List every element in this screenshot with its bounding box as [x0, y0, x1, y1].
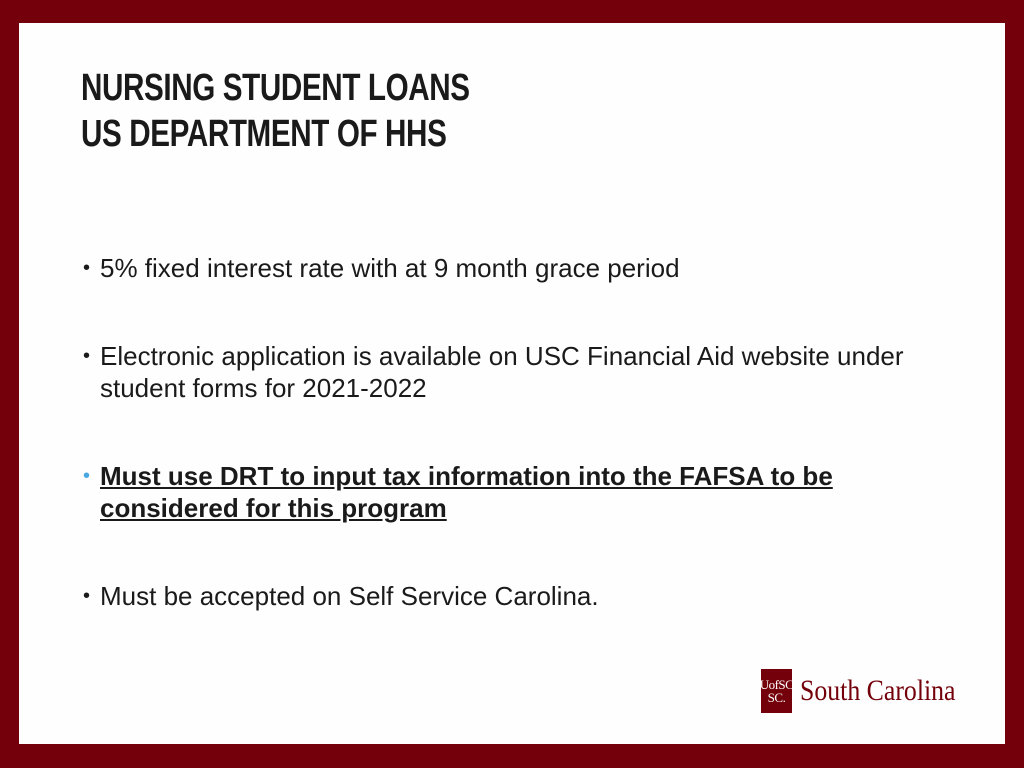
bullet-dot: • [83, 257, 91, 279]
logo-wordmark: South Carolina [800, 674, 956, 707]
title-line-1: NURSING STUDENT LOANS [81, 67, 470, 109]
bullet-item [81, 580, 961, 612]
logo-mark [761, 669, 792, 713]
slide [19, 23, 1005, 744]
bullet-text: Must use DRT to input tax information into the FAFSA to be considered for this program [100, 461, 833, 523]
bullet-dot: • [83, 585, 91, 607]
slide-title [81, 65, 470, 157]
logo-mark-line-1: UofSC [759, 677, 794, 692]
bullet-text: Must be accepted on Self Service Carolina. [100, 581, 599, 611]
logo-mark-line-2: SC. [767, 690, 786, 705]
bullet-dot: • [83, 345, 91, 367]
bullet-item [81, 252, 961, 284]
bullet-item [81, 340, 961, 404]
bullet-item-highlighted [81, 460, 961, 524]
bullet-dot: • [83, 465, 91, 487]
university-logo [761, 668, 981, 714]
bullet-text: Electronic application is available on USC Financial Aid website under student forms for 2021-2022 [100, 341, 904, 403]
title-line-2: US DEPARTMENT OF HHS [81, 113, 447, 155]
bullet-text: 5% fixed interest rate with at 9 month grace period [100, 253, 680, 283]
